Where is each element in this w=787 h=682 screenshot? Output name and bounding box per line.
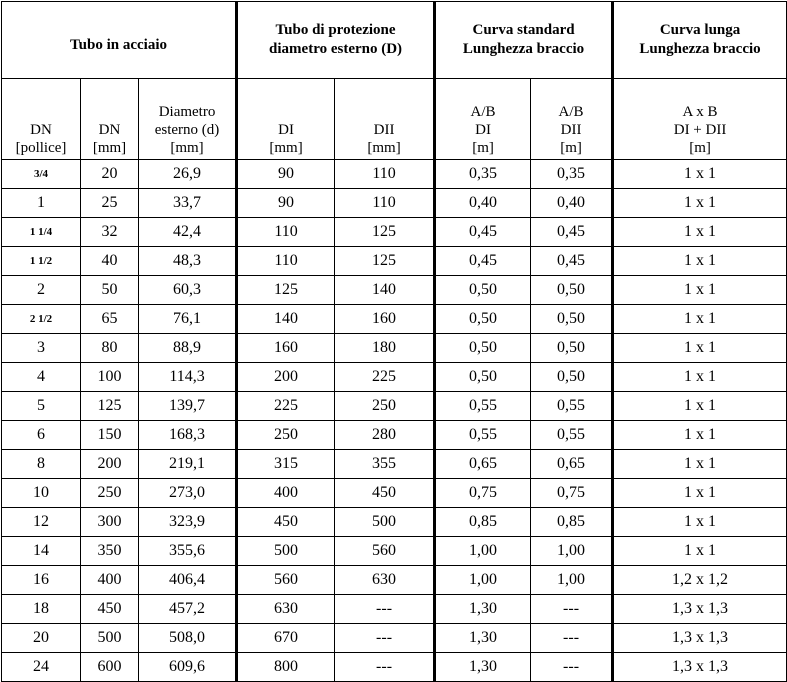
table-cell: --- [335, 595, 435, 624]
table-cell: 1 1/4 [2, 218, 81, 247]
table-cell: 1,3 x 1,3 [613, 624, 787, 653]
standard-curve-header [435, 2, 613, 79]
column-header-line: Diametro [158, 104, 216, 120]
table-cell: --- [335, 624, 435, 653]
table-cell: 800 [237, 653, 335, 682]
column-header-line: DN [98, 122, 121, 138]
table-cell: 0,50 [531, 276, 613, 305]
table-cell: 508,0 [139, 624, 237, 653]
table-row [2, 624, 787, 653]
table-cell: 0,65 [531, 450, 613, 479]
table-cell: 1,30 [435, 624, 531, 653]
table-cell: 457,2 [139, 595, 237, 624]
table-cell: 0,40 [435, 189, 531, 218]
table-cell: 1,00 [435, 537, 531, 566]
table-cell: 3 [2, 334, 81, 363]
table-cell: 42,4 [139, 218, 237, 247]
table-cell: 0,35 [531, 160, 613, 189]
steel-pipe-label: Tubo in acciaio [70, 36, 167, 53]
table-cell: --- [531, 653, 613, 682]
table-cell: 26,9 [139, 160, 237, 189]
table-cell: 110 [335, 189, 435, 218]
table-cell: 48,3 [139, 247, 237, 276]
table-row [2, 566, 787, 595]
column-header [2, 79, 81, 160]
table-cell: 1 x 1 [613, 334, 787, 363]
table-cell: 225 [237, 392, 335, 421]
column-header-line: [m] [560, 140, 582, 156]
table-cell: 250 [81, 479, 139, 508]
table-cell: 0,85 [435, 508, 531, 537]
column-header-line: DII [560, 122, 582, 138]
table-cell: 0,55 [435, 392, 531, 421]
column-header-line: DI + DII [673, 122, 727, 138]
table-cell: 0,50 [531, 334, 613, 363]
column-header-line: [mm] [92, 140, 127, 156]
table-cell: 355 [335, 450, 435, 479]
column-header-line [335, 103, 433, 121]
table-cell: 114,3 [139, 363, 237, 392]
column-header-line: A/B [470, 104, 496, 120]
column-header-line: esterno (d) [154, 122, 220, 138]
table-cell: 125 [81, 392, 139, 421]
table-cell: 1 x 1 [613, 537, 787, 566]
table-row [2, 276, 787, 305]
table-cell: 450 [81, 595, 139, 624]
table-cell: 0,85 [531, 508, 613, 537]
table-cell: 20 [2, 624, 81, 653]
table-cell: 6 [2, 421, 81, 450]
table-cell: 1 x 1 [613, 450, 787, 479]
table-row [2, 595, 787, 624]
table-cell: 450 [237, 508, 335, 537]
table-cell: 2 [2, 276, 81, 305]
table-cell: 0,45 [531, 247, 613, 276]
table-row [2, 160, 787, 189]
table-cell: 400 [81, 566, 139, 595]
table-cell: 33,7 [139, 189, 237, 218]
column-header-line: [mm] [367, 140, 401, 156]
protection-line2: diametro esterno (D) [269, 41, 403, 57]
table-cell: 406,4 [139, 566, 237, 595]
table-cell: 1 x 1 [613, 276, 787, 305]
table-cell: 219,1 [139, 450, 237, 479]
table-cell: 273,0 [139, 479, 237, 508]
table-cell: 0,75 [435, 479, 531, 508]
table-cell: 1 x 1 [613, 218, 787, 247]
table-cell: 1 [2, 189, 81, 218]
column-header-line: [pollice] [15, 140, 67, 156]
table-cell: 350 [81, 537, 139, 566]
table-cell: --- [531, 624, 613, 653]
table-cell: 609,6 [139, 653, 237, 682]
table-cell: 355,6 [139, 537, 237, 566]
pipe-dimensions-table [1, 1, 787, 682]
table-cell: 0,50 [531, 363, 613, 392]
column-header [613, 79, 787, 160]
table-cell: 88,9 [139, 334, 237, 363]
table-cell: 1 x 1 [613, 392, 787, 421]
table-cell: 100 [81, 363, 139, 392]
table-cell: 500 [335, 508, 435, 537]
table-cell: 139,7 [139, 392, 237, 421]
column-header-line: DI [475, 122, 491, 138]
table-cell: 1,00 [435, 566, 531, 595]
table-cell: 50 [81, 276, 139, 305]
column-header [335, 79, 435, 160]
column-header-line: DII [373, 122, 395, 138]
table-cell: 4 [2, 363, 81, 392]
table-cell: 323,9 [139, 508, 237, 537]
table-cell: --- [335, 653, 435, 682]
table-row [2, 537, 787, 566]
column-header [435, 79, 531, 160]
table-row [2, 218, 787, 247]
table-cell: 20 [81, 160, 139, 189]
table-cell: 280 [335, 421, 435, 450]
table-cell: 12 [2, 508, 81, 537]
table-cell: 1 x 1 [613, 160, 787, 189]
table-cell: 16 [2, 566, 81, 595]
table-cell: 90 [237, 189, 335, 218]
table-cell: 200 [237, 363, 335, 392]
table-cell: 0,55 [531, 392, 613, 421]
table-cell: 315 [237, 450, 335, 479]
table-cell: 1,00 [531, 537, 613, 566]
table-cell: 1 x 1 [613, 421, 787, 450]
table-cell: 0,50 [435, 334, 531, 363]
table-cell: 1 1/2 [2, 247, 81, 276]
table-cell: 1,3 x 1,3 [613, 653, 787, 682]
table-cell: 1,30 [435, 595, 531, 624]
table-row [2, 189, 787, 218]
table-cell: 150 [81, 421, 139, 450]
table-cell: 1 x 1 [613, 508, 787, 537]
table-cell: 168,3 [139, 421, 237, 450]
table-cell: 5 [2, 392, 81, 421]
table-cell: 600 [81, 653, 139, 682]
table-cell: 110 [237, 247, 335, 276]
table-cell: 125 [335, 218, 435, 247]
table-cell: 0,55 [531, 421, 613, 450]
steel-pipe-header [2, 2, 237, 79]
table-row [2, 334, 787, 363]
table-cell: 1 x 1 [613, 363, 787, 392]
column-header [81, 79, 139, 160]
table-cell: 250 [335, 392, 435, 421]
table-cell: 18 [2, 595, 81, 624]
table-cell: 180 [335, 334, 435, 363]
table-cell: 3/4 [2, 160, 81, 189]
table-cell: 0,65 [435, 450, 531, 479]
table-cell: 110 [237, 218, 335, 247]
table-cell: 400 [237, 479, 335, 508]
table-cell: 110 [335, 160, 435, 189]
table-row [2, 450, 787, 479]
table-row [2, 247, 787, 276]
column-header-line: [m] [472, 140, 494, 156]
column-header-line: DN [30, 122, 52, 138]
column-header-line: [mm] [170, 140, 204, 156]
table-cell: 1,3 x 1,3 [613, 595, 787, 624]
table-cell: 0,50 [531, 305, 613, 334]
table-cell: 500 [237, 537, 335, 566]
table-cell: 90 [237, 160, 335, 189]
table-cell: 1 x 1 [613, 305, 787, 334]
table-cell: 0,45 [531, 218, 613, 247]
standard-line2: Lunghezza braccio [462, 41, 585, 57]
table-cell: 0,50 [435, 305, 531, 334]
table-cell: 0,35 [435, 160, 531, 189]
table-cell: 8 [2, 450, 81, 479]
table-cell: 60,3 [139, 276, 237, 305]
table-cell: 140 [237, 305, 335, 334]
long-curve-header [613, 2, 787, 79]
column-header-line: DI [278, 122, 294, 138]
table-cell: 0,55 [435, 421, 531, 450]
table-cell: 32 [81, 218, 139, 247]
table-cell: 1 x 1 [613, 247, 787, 276]
table-cell: 1 x 1 [613, 479, 787, 508]
table-body [2, 160, 787, 682]
table-cell: 560 [335, 537, 435, 566]
protection-line1: Tubo di protezione [275, 22, 396, 38]
table-row [2, 421, 787, 450]
table-cell: 160 [237, 334, 335, 363]
column-header-line: A x B [682, 104, 718, 120]
table-cell: 125 [335, 247, 435, 276]
table-cell: 1,30 [435, 653, 531, 682]
table-cell: 0,50 [435, 276, 531, 305]
protection-pipe-header [237, 2, 435, 79]
table-cell: 14 [2, 537, 81, 566]
table-cell: 160 [335, 305, 435, 334]
table-cell: 1,2 x 1,2 [613, 566, 787, 595]
table-row [2, 363, 787, 392]
column-header-line: A/B [558, 104, 584, 120]
column-header-line: [mm] [269, 140, 303, 156]
column-header-line [2, 103, 80, 121]
table-row [2, 392, 787, 421]
table-cell: 40 [81, 247, 139, 276]
column-header-line: [m] [689, 140, 711, 156]
table-cell: 140 [335, 276, 435, 305]
table-cell: 500 [81, 624, 139, 653]
table-cell: 200 [81, 450, 139, 479]
table-cell: 25 [81, 189, 139, 218]
table-cell: 225 [335, 363, 435, 392]
table-cell: 0,50 [435, 363, 531, 392]
table-cell: 250 [237, 421, 335, 450]
table-cell: 10 [2, 479, 81, 508]
column-header [531, 79, 613, 160]
long-line2: Lunghezza braccio [639, 41, 761, 57]
table-row [2, 653, 787, 682]
column-header-line [238, 103, 334, 121]
table-cell: 65 [81, 305, 139, 334]
table-cell: 2 1/2 [2, 305, 81, 334]
table-cell: 300 [81, 508, 139, 537]
table-cell: 125 [237, 276, 335, 305]
table-cell: 630 [335, 566, 435, 595]
table-cell: 76,1 [139, 305, 237, 334]
table-row [2, 305, 787, 334]
long-line1: Curva lunga [659, 22, 741, 38]
table-row [2, 508, 787, 537]
table-cell: 0,40 [531, 189, 613, 218]
column-header-row [2, 79, 787, 160]
table-cell: 0,45 [435, 247, 531, 276]
table-cell: 560 [237, 566, 335, 595]
table-row [2, 479, 787, 508]
group-header-row [2, 2, 787, 79]
column-header-line [81, 103, 138, 121]
table-cell: 1 x 1 [613, 189, 787, 218]
table-cell: 1,00 [531, 566, 613, 595]
table-cell: 80 [81, 334, 139, 363]
table-cell: 24 [2, 653, 81, 682]
table-cell: 0,45 [435, 218, 531, 247]
column-header [139, 79, 237, 160]
table-cell: 0,75 [531, 479, 613, 508]
table-cell: 670 [237, 624, 335, 653]
table-cell: --- [531, 595, 613, 624]
column-header [237, 79, 335, 160]
table-cell: 450 [335, 479, 435, 508]
table-cell: 630 [237, 595, 335, 624]
standard-line1: Curva standard [472, 22, 575, 38]
